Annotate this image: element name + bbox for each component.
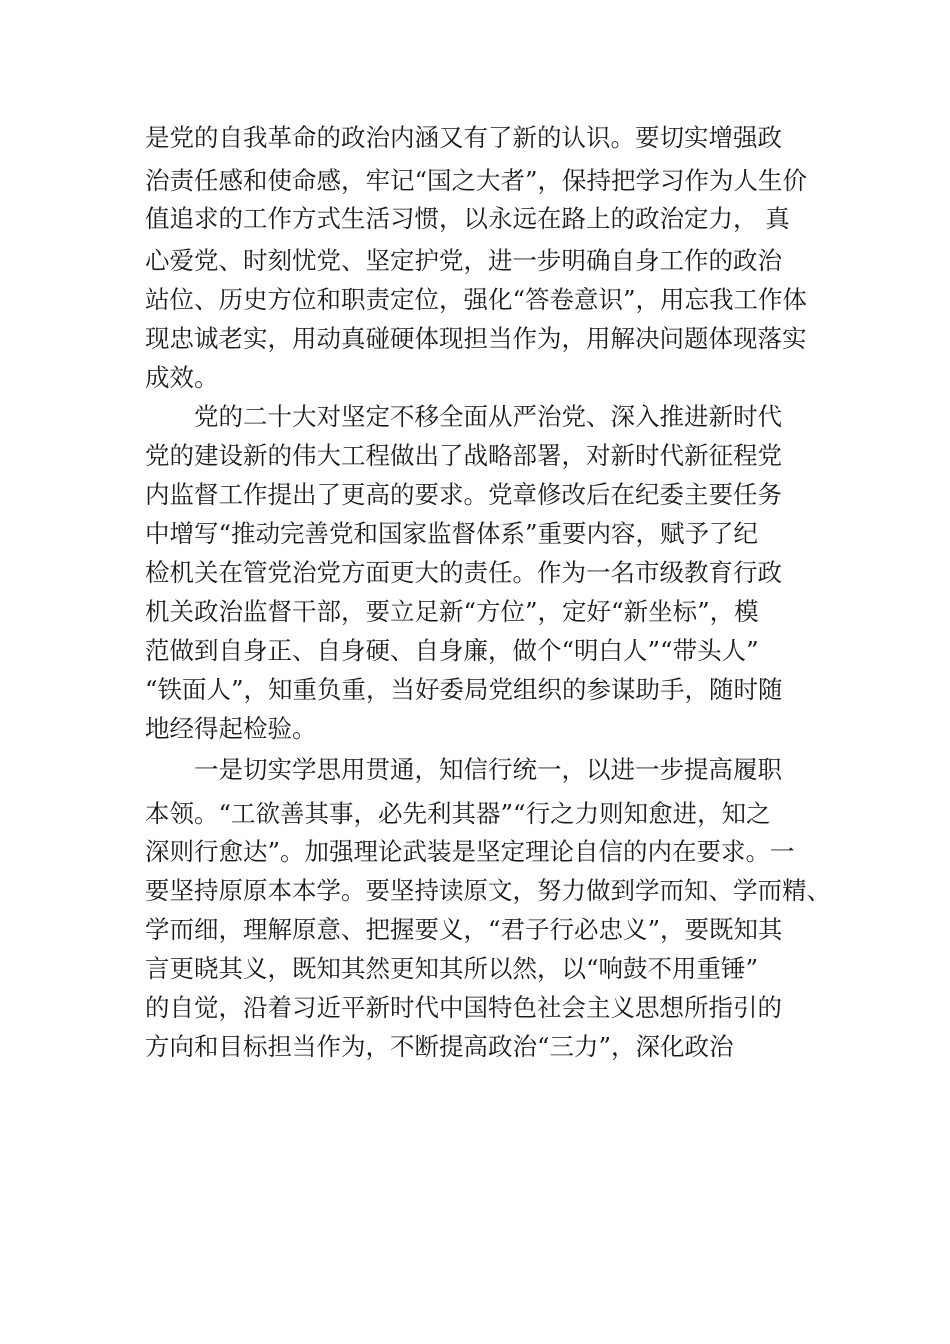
paragraph-1-line-2: 治责任感和使命感，牢记“国之大者”，保持把学习作为人生价	[145, 166, 808, 195]
paragraph-2-line-2: 党的建设新的伟大工程做出了战略部署，对新时代新征程党	[145, 441, 782, 470]
paragraph-2-line-5: 检机关在管党治党方面更大的责任。作为一名市级教育行政	[145, 558, 782, 587]
paragraph-3-line-3: 深则行愈达”。加强理论武装是坚定理论自信的内在要求。一	[145, 837, 795, 866]
paragraph-2-line-9: 地经得起检验。	[145, 714, 317, 743]
paragraph-1-line-4: 心爱党、时刻忧党、坚定护党，进一步明确自身工作的政治	[145, 246, 782, 275]
paragraph-3-line-1: 一是切实学思用贯通，知信行统一，以进一步提高履职	[194, 755, 782, 784]
paragraph-2-line-8: “铁面人”，知重负重，当好委局党组织的参谋助手，随时随	[145, 675, 783, 704]
paragraph-1-line-5: 站位、历史方位和职责定位，强化“答卷意识”，用忘我工作体	[145, 285, 808, 314]
paragraph-2-line-1: 党的二十大对坚定不移全面从严治党、深入推进新时代	[194, 402, 782, 431]
paragraph-1-line-3: 值追求的工作方式生活习惯，以永远在路上的政治定力， 真	[145, 204, 790, 233]
paragraph-3-line-8: 方向和目标担当作为，不断提高政治“三力”，深化政治	[145, 1032, 734, 1061]
paragraph-3-line-6: 言更晓其义，既知其然更知其所以然，以“响鼓不用重锤”	[145, 954, 759, 983]
paragraph-2-line-7: 范做到自身正、自身硬、自身廉，做个“明白人”“带头人”	[145, 636, 759, 665]
paragraph-2-line-3: 内监督工作提出了更高的要求。党章修改后在纪委主要任务	[145, 480, 782, 509]
paragraph-1-line-1: 是党的自我革命的政治内涵又有了新的认识。要切实增强政	[145, 123, 782, 152]
paragraph-3-line-7: 的自觉，沿着习近平新时代中国特色社会主义思想所指引的	[145, 993, 782, 1022]
paragraph-3-line-2: 本领。“工欲善其事，必先利其器”“行之力则知愈进，知之	[145, 799, 771, 828]
paragraph-2-line-6: 机关政治监督干部，要立足新“方位”，定好“新坐标”，模	[145, 597, 759, 626]
paragraph-3-line-5: 学而细，理解原意、把握要义，“君子行必忠义”，要既知其	[145, 915, 783, 944]
paragraph-1-line-7: 成效。	[145, 363, 219, 392]
paragraph-1-line-6: 现忠诚老实，用动真碰硬体现担当作为，用解决问题体现落实	[145, 324, 807, 353]
paragraph-2-line-4: 中增写“推动完善党和国家监督体系”重要内容，赋予了纪	[145, 519, 759, 548]
paragraph-3-line-4: 要坚持原原本本学。要坚持读原文，努力做到学而知、学而精、	[145, 876, 831, 905]
